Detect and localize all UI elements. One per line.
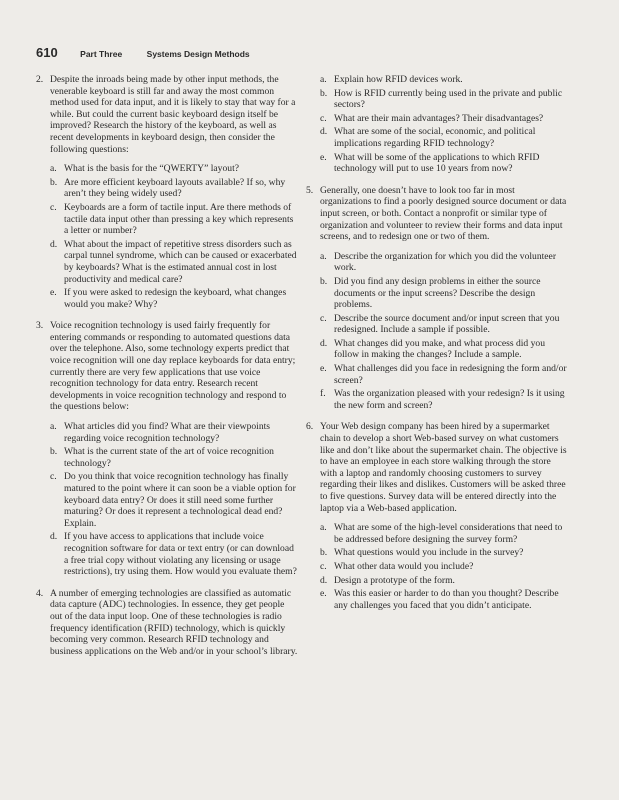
question-text: Generally, one doesn’t have to look too far in most organizations to find a poorly designed source document or data input screen, or both. Contact a nonprofit or similar type of organization and volunteer to review their forms and data input screens, and to redesign one or two of them. xyxy=(320,184,567,243)
question-number: 4. xyxy=(36,587,44,599)
sub-question-label: e. xyxy=(320,363,327,375)
sub-question xyxy=(50,421,298,444)
sub-question xyxy=(320,126,568,149)
sub-question-label: c. xyxy=(320,112,327,124)
exercise-question xyxy=(306,185,568,412)
sub-question xyxy=(320,363,568,386)
exercise-question xyxy=(306,421,568,611)
sub-question-label: e. xyxy=(320,151,327,163)
sub-question xyxy=(50,177,298,200)
sub-question xyxy=(50,202,298,237)
sub-question xyxy=(320,113,568,125)
exercise-question xyxy=(36,588,298,658)
sub-question-label: a. xyxy=(50,163,57,175)
sub-question-text: What questions would you include in the survey? xyxy=(334,547,524,559)
sub-question-text: What will be some of the applications to which RFID technology will put to use 10 years from now? xyxy=(334,151,540,175)
sub-question xyxy=(50,239,298,285)
running-header xyxy=(36,44,250,62)
exercise-question xyxy=(36,74,298,310)
sub-question xyxy=(320,561,568,573)
sub-question xyxy=(320,74,568,86)
sub-question-text: Do you think that voice recognition technology has finally matured to the point where it can soon be a viable option for keyboard data entry? Or does it still need some further maturing? Or does it represent a technological dead end? Explain. xyxy=(64,471,296,529)
sub-question-label: d. xyxy=(50,531,58,543)
question-number: 5. xyxy=(306,184,314,196)
section-title: Systems Design Methods xyxy=(146,49,250,59)
sub-question-text: Describe the source document and/or input screen that you redesigned. Include a sample if possible. xyxy=(334,312,560,336)
question-number: 2. xyxy=(36,74,44,85)
sub-question-text: Explain how RFID devices work. xyxy=(334,74,463,85)
sub-question-text: Did you find any design problems in either the source documents or the input screens? Describe the design problems. xyxy=(334,275,541,311)
question-text: A number of emerging technologies are classified as automatic data capture (ADC) technologies. In essence, they get people out of the data input loop. One of these technologies is radio frequency identification (RFID) technology, which is quickly becoming very common. Research RFID technology and business applications on the Web and/or in your school’s library. xyxy=(50,587,298,657)
sub-question-label: e. xyxy=(320,588,327,600)
part-title: Part Three xyxy=(80,49,123,59)
page-number: 610 xyxy=(36,45,58,60)
sub-question-label: b. xyxy=(320,275,328,287)
sub-question-label: b. xyxy=(320,547,328,559)
sub-question xyxy=(320,251,568,274)
sub-question xyxy=(320,575,568,587)
left-column xyxy=(36,74,298,667)
sub-question-text: What is the basis for the “QWERTY” layout? xyxy=(64,163,239,175)
sub-question-text: What are some of the social, economic, and political implications regarding RFID technology? xyxy=(334,126,536,149)
sub-question-text: What are their main advantages? Their disadvantages? xyxy=(334,112,544,124)
continued-sub-question-list xyxy=(306,74,568,175)
sub-question-label: e. xyxy=(50,287,57,299)
question-text: Voice recognition technology is used fairly frequently for entering commands or responding to automated questions data over the telephone. Also, some technology experts predict that voice recognition will one day replace keyboards for data entry; currently there are very few applications that use voice recognition technology for data entry. Research recent developments in voice recognition technology and respond to the questions below: xyxy=(50,320,296,413)
sub-question-text: What is the current state of the art of voice recognition technology? xyxy=(64,446,274,469)
question-text: Despite the inroads being made by other input methods, the venerable keyboard is still far and away the most common method used for data input, and it is likely to stay that way for a while. But could the current basic keyboard design itself be improved? Research the history of the keyboard, as well as recent developments in keyboard design, then consider the following questions: xyxy=(50,74,296,155)
sub-question-label: d. xyxy=(320,337,328,349)
sub-question-text: How is RFID currently being used in the private and public sectors? xyxy=(334,87,563,111)
sub-question-label: a. xyxy=(320,522,327,534)
sub-question-text: If you have access to applications that include voice recognition software for data or text entry (or can download a free trial copy without violating any licensing or usage restrictions), try using them. How would you evaluate them? xyxy=(64,531,297,578)
sub-question-label: c. xyxy=(50,201,57,213)
sub-question-list xyxy=(320,522,568,611)
exercise-question xyxy=(36,320,298,577)
sub-question-text: What challenges did you face in redesigning the form and/or screen? xyxy=(334,363,567,386)
sub-question-list xyxy=(320,251,568,412)
sub-question xyxy=(50,471,298,529)
sub-question-text: Design a prototype of the form. xyxy=(334,574,455,586)
sub-question-label: c. xyxy=(320,560,327,572)
sub-question xyxy=(320,522,568,545)
sub-question-list xyxy=(50,163,298,310)
sub-question xyxy=(320,276,568,311)
sub-question-text: If you were asked to redesign the keyboard, what changes would you make? Why? xyxy=(64,287,287,310)
question-number: 6. xyxy=(306,421,314,433)
sub-question-text: What other data would you include? xyxy=(334,560,474,572)
sub-question-label: b. xyxy=(50,176,58,188)
sub-question xyxy=(320,152,568,175)
sub-question-list xyxy=(50,421,298,578)
sub-question-label: a. xyxy=(50,421,57,433)
sub-question-label: c. xyxy=(50,471,57,483)
sub-question xyxy=(320,588,568,611)
sub-question-label: c. xyxy=(320,312,327,324)
question-text: Your Web design company has been hired by a supermarket chain to develop a short Web-based survey on what customers like and don’t like about the supermarket chain. The objective is to have an employee in each store walking through the store with a laptop and randomly choosing customers to survey regarding their likes and dislikes. Customers will be asked three to five questions. Survey data will be entered directly into the laptop via a Web-based application. xyxy=(320,421,567,514)
sub-question-label: d. xyxy=(50,238,58,250)
sub-question-text: What about the impact of repetitive stress disorders such as carpal tunnel syndrome, which can be caused or exacerbated by keyboards? What is the estimated annual cost in lost productivity and medical care? xyxy=(64,238,297,285)
right-column xyxy=(306,74,568,621)
sub-question-text: Describe the organization for which you did the volunteer work. xyxy=(334,250,557,274)
sub-question xyxy=(50,531,298,577)
sub-question-label: b. xyxy=(50,446,58,458)
sub-question-label: b. xyxy=(320,87,328,99)
sub-question xyxy=(50,287,298,310)
sub-question-text: What are some of the high-level considerations that need to be addressed before designing the survey form? xyxy=(334,522,563,545)
sub-question-label: a. xyxy=(320,250,327,262)
sub-question-text: Was the organization pleased with your redesign? Is it using the new form and screen? xyxy=(334,388,565,411)
sub-question-text: Are more efficient keyboard layouts available? If so, why aren’t they being widely used? xyxy=(64,176,286,200)
sub-question-label: d. xyxy=(320,574,328,586)
sub-question-text: What changes did you make, and what process did you follow in making the changes? Include a sample. xyxy=(334,337,546,361)
sub-question-text: What articles did you find? What are their viewpoints regarding voice recognition technology? xyxy=(64,421,271,444)
question-number: 3. xyxy=(36,320,44,332)
sub-question xyxy=(320,547,568,559)
sub-question xyxy=(50,446,298,469)
sub-question-text: Keyboards are a form of tactile input. Are there methods of tactile data input other than pressing a key which represents a letter or number? xyxy=(64,201,294,237)
sub-question xyxy=(320,388,568,411)
sub-question xyxy=(320,88,568,111)
sub-question xyxy=(320,313,568,336)
sub-question-label: f. xyxy=(320,388,326,400)
sub-question-label: d. xyxy=(320,126,328,138)
sub-question xyxy=(320,338,568,361)
sub-question-label: a. xyxy=(320,74,327,85)
sub-question-text: Was this easier or harder to do than you thought? Describe any challenges you faced that you didn’t anticipate. xyxy=(334,588,559,611)
sub-question xyxy=(50,163,298,175)
